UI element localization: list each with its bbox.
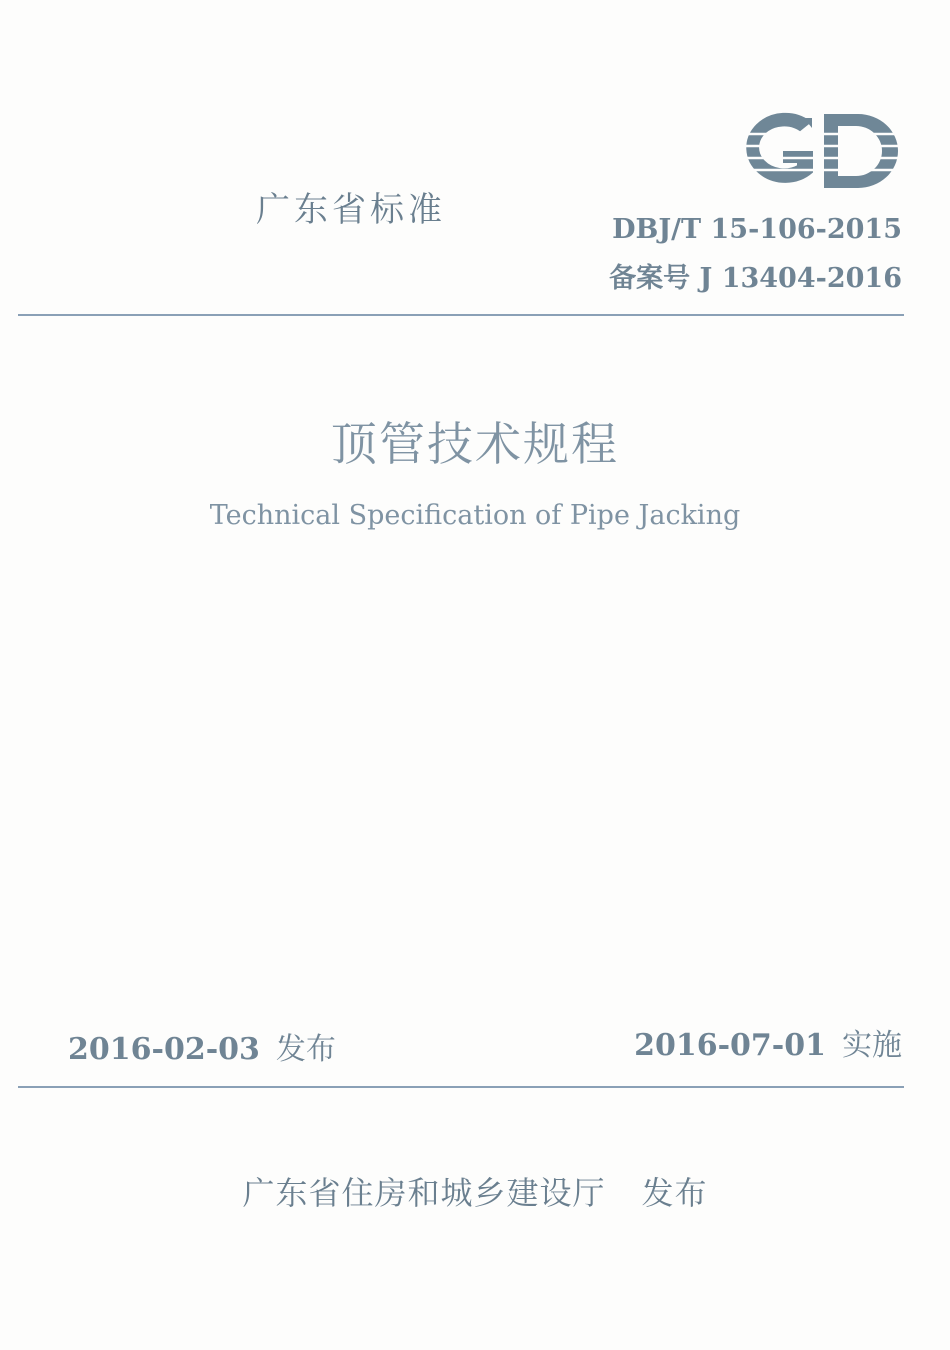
document-title-chinese: 顶管技术规程 bbox=[331, 417, 619, 471]
implementation-label: 实施 bbox=[842, 1028, 902, 1063]
top-divider bbox=[18, 314, 904, 316]
implementation-date-line bbox=[634, 1020, 902, 1064]
publisher-line bbox=[0, 1168, 950, 1214]
issue-date-line bbox=[68, 1024, 336, 1068]
issue-date: 2016-02-03 bbox=[68, 1032, 260, 1067]
issue-label: 发布 bbox=[275, 1032, 336, 1067]
standard-code: DBJ/T 15-106-2015 bbox=[612, 214, 902, 245]
publisher-name: 广东省住房和城乡建设厅 bbox=[242, 1174, 606, 1212]
standard-category: 广东省标准 bbox=[256, 190, 446, 230]
implementation-date: 2016-07-01 bbox=[634, 1028, 826, 1063]
document-title-english: Technical Specification of Pipe Jacking bbox=[209, 500, 741, 531]
record-number: 备案号 J 13404-2016 bbox=[609, 263, 902, 294]
bottom-divider bbox=[18, 1086, 904, 1088]
publisher-action: 发布 bbox=[641, 1174, 708, 1212]
gd-logo-icon bbox=[732, 108, 904, 194]
